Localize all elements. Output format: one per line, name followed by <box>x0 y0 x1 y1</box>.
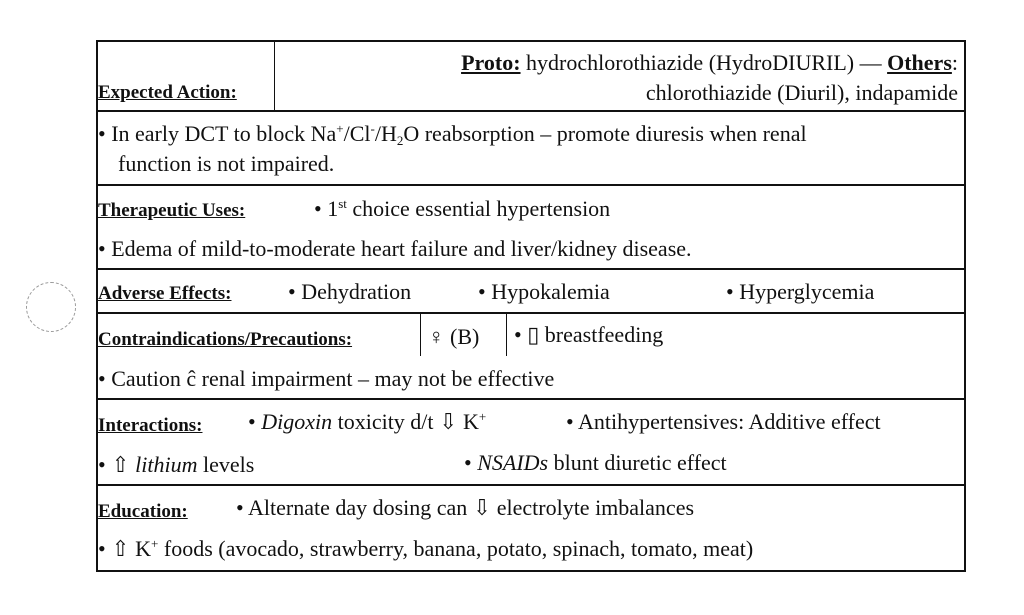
education-heading: Education: <box>98 501 188 522</box>
contra-divider-1 <box>420 314 421 356</box>
expected-action-header-row <box>98 42 964 112</box>
sup-plus: + <box>336 121 344 136</box>
ordinal-suffix: st <box>338 196 347 211</box>
expected-action-row <box>98 112 964 186</box>
drug-name: Digoxin <box>261 409 333 434</box>
education-row <box>98 486 964 570</box>
sup-plus: + <box>478 409 487 424</box>
breastfeeding-note: • ▯ breastfeeding <box>514 322 664 347</box>
text: levels <box>202 452 255 477</box>
header-divider <box>274 42 275 110</box>
expected-action-line1 <box>98 121 807 147</box>
therapeutic-use-1 <box>314 196 610 222</box>
text: foods (avocado, strawberry, banana, potato, spinach, tomato, meat) <box>163 536 754 561</box>
text: blunt diuretic effect <box>553 450 727 475</box>
therapeutic-use-2: • Edema of mild-to-moderate heart failure and liver/kidney disease. <box>98 236 692 261</box>
interaction-antihypertensives: • Antihypertensives: Additive effect <box>566 409 881 434</box>
dashed-circle-marker <box>26 282 76 332</box>
contraindications-row <box>98 314 964 400</box>
education-item-1: • Alternate day dosing can ⇩ electrolyte imbalances <box>236 495 695 520</box>
prototype-line <box>461 50 958 76</box>
text-a: In early DCT to block Na <box>111 121 337 146</box>
bullet: • <box>98 121 106 146</box>
others-label: Others <box>887 50 952 75</box>
text: choice essential hypertension <box>352 196 611 221</box>
others-colon: : <box>951 50 958 75</box>
expected-action-heading: Expected Action: <box>98 82 237 103</box>
adverse-effect-dehydration: • Dehydration <box>288 279 412 304</box>
adverse-effect-hypokalemia: • Hypokalemia <box>478 279 610 304</box>
text-b: /Cl <box>343 121 371 146</box>
text-c: /H <box>374 121 397 146</box>
bullet: • <box>248 409 256 434</box>
bullet: • <box>314 196 322 221</box>
others-list: chlorothiazide (Diuril), indapamide <box>645 80 958 105</box>
bullet: • <box>464 450 472 475</box>
drug-name: lithium <box>135 452 198 477</box>
drug-card-table <box>96 40 966 572</box>
sup-minus: - <box>370 121 375 136</box>
adverse-effect-hyperglycemia: • Hyperglycemia <box>726 279 875 304</box>
proto-drug: hydrochlorothiazide (HydroDIURIL) — <box>526 50 882 75</box>
prefix: • ⇧ K <box>98 536 152 561</box>
therapeutic-uses-row <box>98 186 964 270</box>
contra-divider-2 <box>506 314 507 356</box>
text: toxicity d/t ⇩ K <box>337 409 479 434</box>
therapeutic-uses-heading: Therapeutic Uses: <box>98 200 246 221</box>
education-item-2 <box>98 536 753 562</box>
contraindications-heading: Contraindications/Precautions: <box>98 329 353 350</box>
interaction-nsaids <box>464 450 727 476</box>
prefix: • ⇧ <box>98 452 130 477</box>
text-d: O reabsorption – promote diuresis when renal <box>403 121 807 146</box>
renal-caution: • Caution ĉ renal impairment – may not be effective <box>98 366 555 391</box>
interaction-digoxin <box>248 409 486 435</box>
sub-two: 2 <box>396 133 404 148</box>
interactions-heading: Interactions: <box>98 415 203 436</box>
contraindications-top-line <box>98 314 964 356</box>
sup-plus: + <box>151 536 159 551</box>
drug-name: NSAIDs <box>477 450 549 475</box>
interactions-row <box>98 400 964 486</box>
adverse-effects-heading: Adverse Effects: <box>98 283 232 304</box>
proto-label: Proto: <box>461 50 521 75</box>
interaction-lithium <box>98 452 254 478</box>
ordinal-number: 1 <box>327 196 339 221</box>
expected-action-line2: function is not impaired. <box>118 151 335 176</box>
adverse-effects-row <box>98 270 964 314</box>
pregnancy-category: ♀ (B) <box>428 324 480 349</box>
